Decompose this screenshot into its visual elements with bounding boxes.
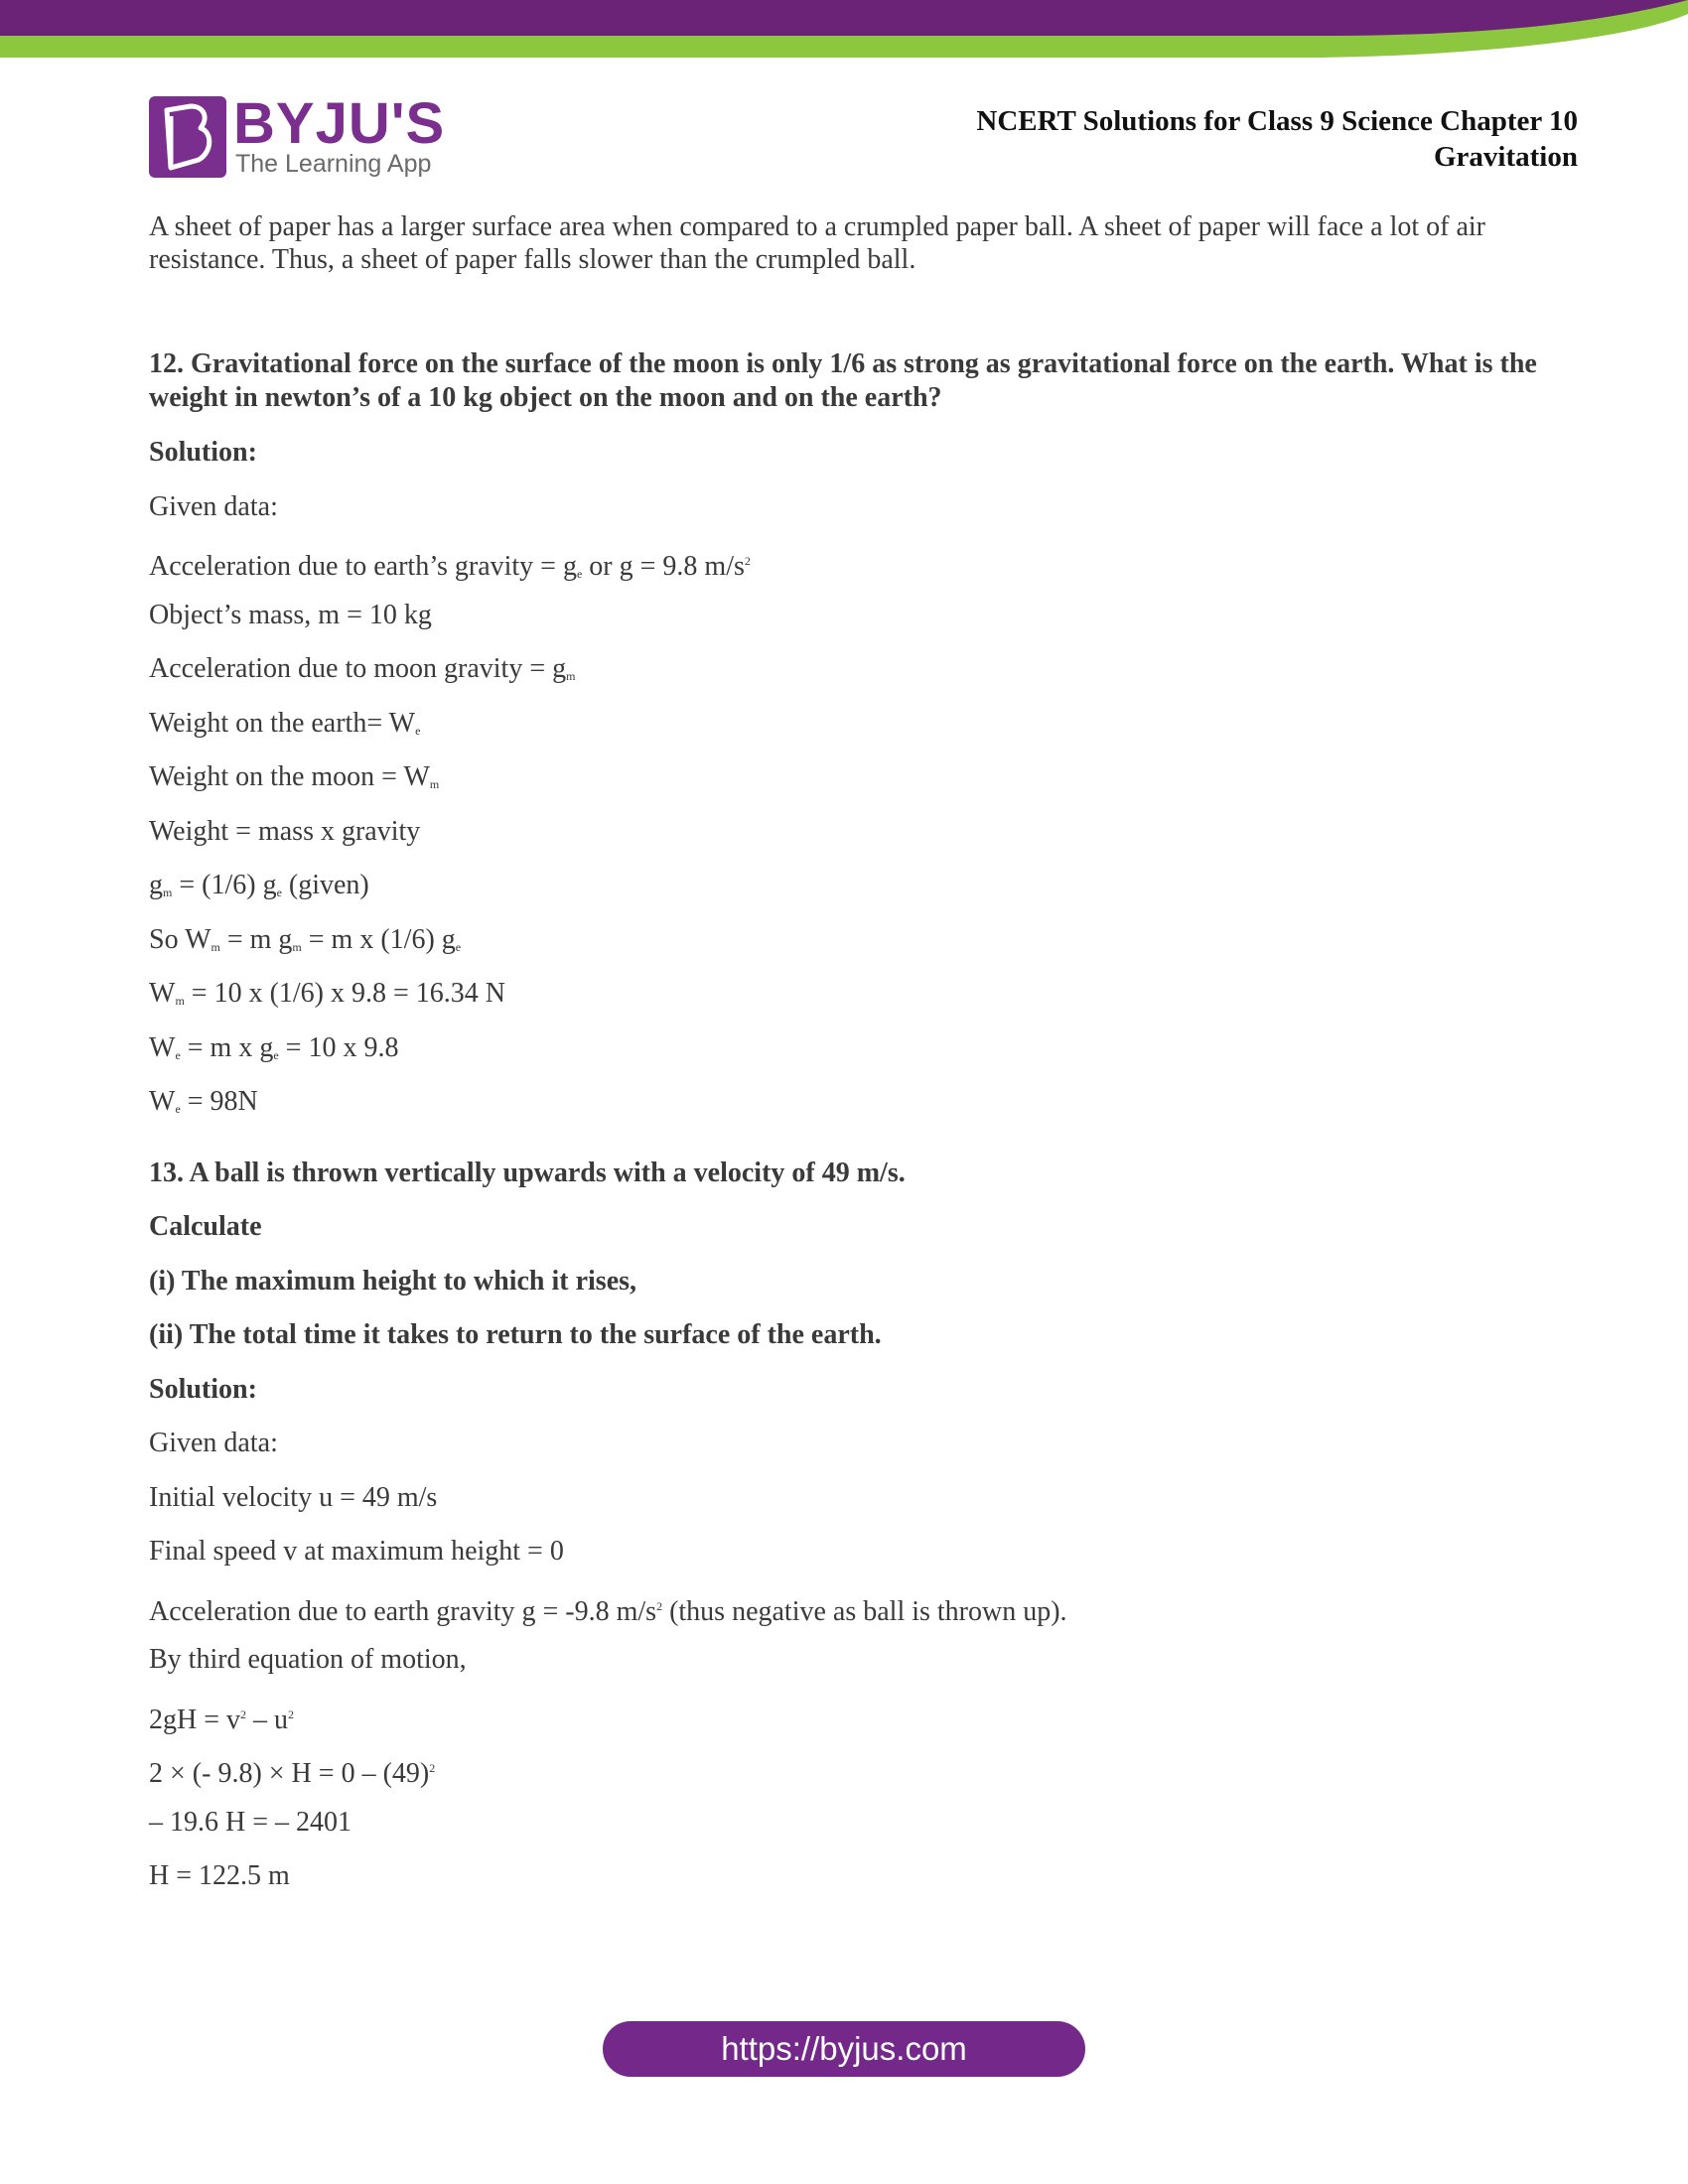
gravity-line: Acceleration due to earth gravity g = -9.8 $m/s^2$ (thus negative as ball is thrown up). bbox=[149, 1595, 1067, 1627]
document-title bbox=[783, 103, 1578, 175]
page-content bbox=[149, 210, 1569, 1913]
equation-2: 2 × (- $9.8) \times H = 0 - (49)^2$ bbox=[149, 1758, 436, 1789]
question-13-part-ii: (ii) The total time it takes to return to the surface of the earth. bbox=[149, 1319, 882, 1350]
equation-3: – 19.6 H = – 2401 bbox=[149, 1806, 352, 1838]
top-banner-band bbox=[0, 0, 1688, 60]
initial-velocity-line: Initial velocity u = 49 m/s bbox=[149, 1481, 438, 1513]
wm-derivation-line: So $W_m = m$ $g_m = m$ x (1/6) $g_e$ bbox=[149, 923, 462, 955]
given-data-label: Given data: bbox=[149, 490, 278, 522]
weight-moon-line: Weight on the moon = $W_m$ bbox=[149, 761, 440, 792]
weight-earth-line: Weight on the earth= $W_e$ bbox=[149, 707, 421, 739]
wm-value-line: $W_m = 10$ x (1/6) x 9.8 = 16.34 N bbox=[149, 978, 506, 1009]
byjus-logo-mark bbox=[149, 96, 226, 178]
brand-tagline: The Learning App bbox=[235, 150, 432, 178]
earth-gravity-line: Acceleration due to earth’s gravity = $g_e$ or g = 9.8 $m/s^2$ bbox=[149, 551, 751, 582]
weight-formula-line: Weight = mass x gravity bbox=[149, 815, 421, 847]
question-13: 13. A ball is thrown vertically upwards with a velocity of 49 m/s. bbox=[149, 1157, 906, 1188]
title-line-2: Gravitation bbox=[1434, 141, 1578, 173]
question-13-part-i: (i) The maximum height to which it rises, bbox=[149, 1265, 637, 1297]
solution-label: Solution: bbox=[149, 1373, 257, 1405]
question-12: 12. Gravitational force on the surface of the moon is only 1/6 as strong as gravitational force on the earth. What is the weight in newton’s of a 10 kg object on the moon and on the earth? bbox=[149, 348, 1537, 413]
brand-name: BYJU'S bbox=[233, 91, 446, 156]
we-calc-line: $W_e = m$ x $g_e = 10$ x 9.8 bbox=[149, 1031, 399, 1063]
we-value-line: $W_e = 98N$ bbox=[149, 1086, 258, 1117]
equation-4: H = 122.5 m bbox=[149, 1860, 290, 1891]
third-equation-line: By third equation of motion, bbox=[149, 1644, 467, 1675]
intro-paragraph: A sheet of paper has a larger surface area when compared to a crumpled paper ball. A sheet of paper will face a lot of air resistance. Thus, a sheet of paper falls slower than the crumpled ball. bbox=[149, 211, 1485, 275]
calculate-label: Calculate bbox=[149, 1211, 262, 1242]
gm-given-line: $g_m = (1/6)$ $g_e$ (given) bbox=[149, 870, 369, 900]
given-data-label: Given data: bbox=[149, 1428, 278, 1458]
equation-1: $2gH = v^2 - u^2$ bbox=[149, 1704, 295, 1735]
final-speed-line: Final speed v at maximum height = 0 bbox=[149, 1536, 564, 1567]
solution-label: Solution: bbox=[149, 437, 257, 468]
title-line-1: NCERT Solutions for Class 9 Science Chapter 10 bbox=[976, 105, 1578, 137]
byjus-logo bbox=[149, 91, 446, 178]
mass-line: Object’s mass, m = 10 kg bbox=[149, 599, 432, 630]
footer-url-link[interactable]: https://byjus.com bbox=[603, 2021, 1085, 2077]
moon-gravity-line: Acceleration due to moon gravity = $g_m$ bbox=[149, 653, 576, 684]
